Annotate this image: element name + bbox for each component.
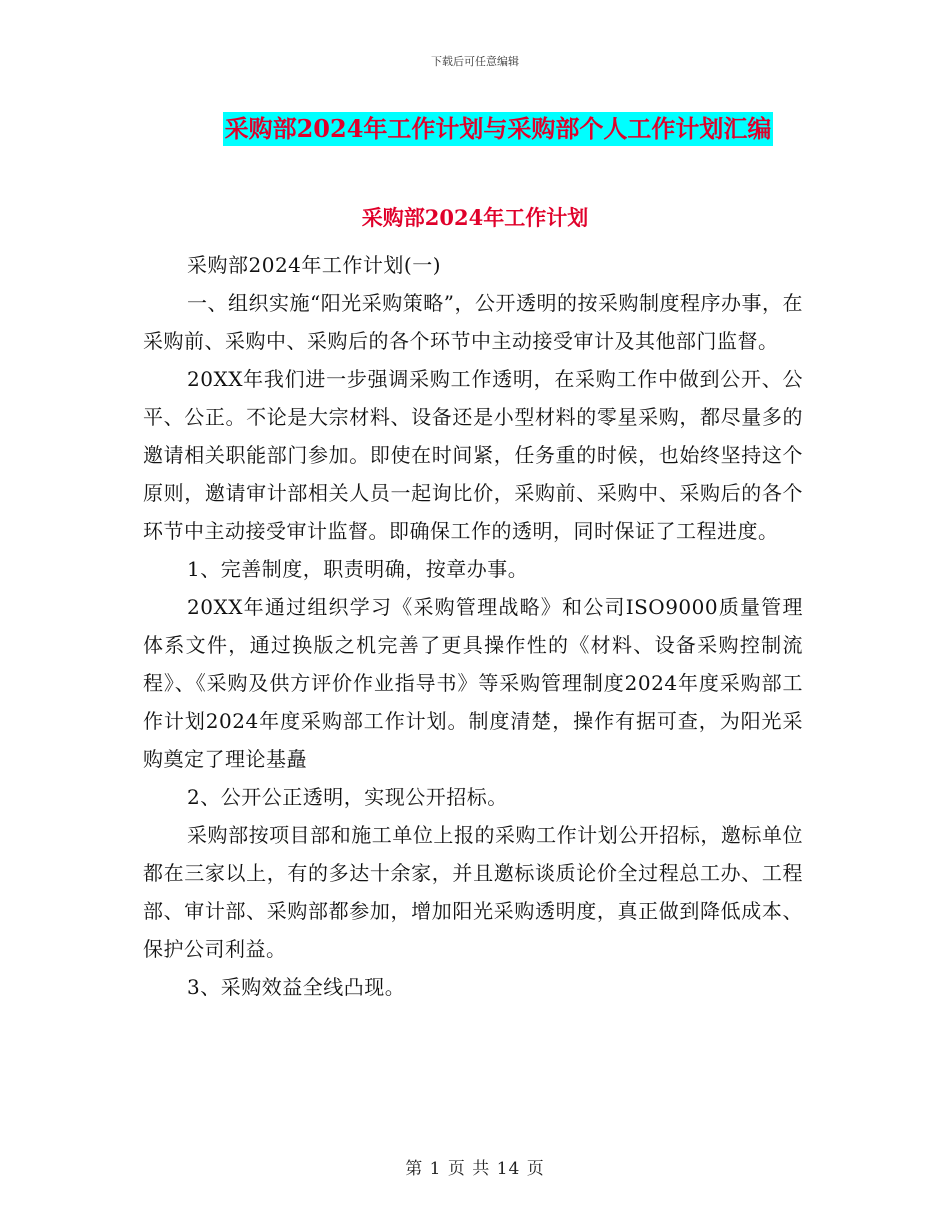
header-note: 下载后可任意编辑 (431, 55, 519, 68)
footer-page-middle: 页 共 (447, 1159, 491, 1179)
paragraph-point-1: 1、完善制度，职责明确，按章办事。 (187, 557, 529, 581)
paragraph-plan-heading: 采购部2024年工作计划(一) (187, 253, 442, 277)
page-footer (0, 1154, 950, 1179)
footer-page-number: 1 (429, 1159, 442, 1179)
footer-page-suffix: 页 (526, 1159, 545, 1179)
document-body (143, 246, 803, 1006)
paragraph-system-docs: 20XX年通过组织学习《采购管理战略》和公司ISO9000质量管理体系文件，通过换版之机完善了更具操作性的《材料、设备采购控制流程》、《采购及供方评价作业指导书》等采购管理制度2024年度采购部工作计划2024年度采购部工作计划。制度清楚，操作有据可查，为阳光采购奠定了理论基矗 (143, 595, 803, 771)
paragraph-point-2: 2、公开公正透明，实现公开招标。 (187, 785, 508, 809)
section-title: 采购部2024年工作计划 (361, 205, 589, 230)
footer-page-prefix: 第 (405, 1159, 424, 1179)
paragraph-transparency: 20XX年我们进一步强调采购工作透明，在采购工作中做到公开、公平、公正。不论是大宗材料、设备还是小型材料的零星采购，都尽量多的邀请相关职能部门参加。即使在时间紧，任务重的时候，也始终坚持这个原则，邀请审计部相关人员一起询比价，采购前、采购中、采购后的各个环节中主动接受审计监督。即确保工作的透明，同时保证了工程进度。 (143, 367, 803, 543)
paragraph-item-one: 一、组织实施“阳光采购策略”，公开透明的按采购制度程序办事，在采购前、采购中、采购后的各个环节中主动接受审计及其他部门监督。 (143, 291, 803, 353)
paragraph-bidding: 采购部按项目部和施工单位上报的采购工作计划公开招标，邀标单位都在三家以上，有的多达十余家，并且邀标谈质论价全过程总工办、工程部、审计部、采购部都参加，增加阳光采购透明度，真正做到降低成本、保护公司利益。 (143, 823, 803, 961)
footer-total-pages: 14 (496, 1159, 521, 1179)
document-title: 采购部2024年工作计划与采购部个人工作计划汇编 (223, 112, 774, 146)
main-title-container (0, 112, 950, 146)
paragraph-point-3: 3、采购效益全线凸现。 (187, 975, 406, 999)
